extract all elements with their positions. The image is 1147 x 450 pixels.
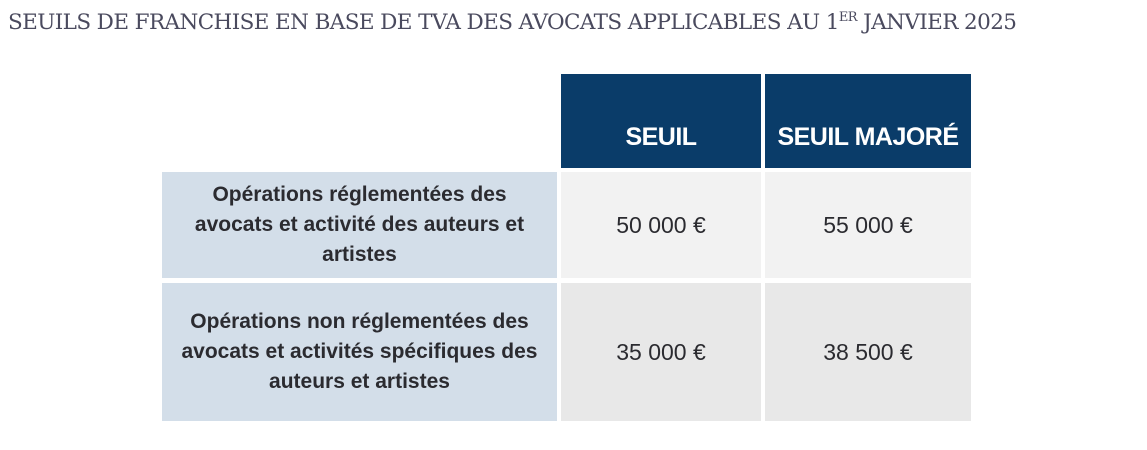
row2-seuil-majore-value: 38 500 € bbox=[765, 283, 971, 421]
row1-seuil-value: 50 000 € bbox=[561, 172, 761, 278]
header-seuil: SEUIL bbox=[561, 74, 761, 168]
title-suffix: JANVIER 2025 bbox=[856, 10, 1017, 35]
header-seuil-majore: SEUIL MAJORÉ bbox=[765, 74, 971, 168]
row-label-non-reglementees: Opérations non réglementées des avocats et activités spécifiques des auteurs et artistes bbox=[162, 283, 557, 421]
title-main: SEUILS DE FRANCHISE EN BASE DE TVA DES AVOCATS APPLICABLES AU 1 bbox=[8, 10, 839, 35]
row2-seuil-value: 35 000 € bbox=[561, 283, 761, 421]
page-title bbox=[8, 8, 1016, 38]
row1-seuil-majore-value: 55 000 € bbox=[765, 172, 971, 278]
title-superscript: ER bbox=[838, 10, 857, 25]
row-label-reglementees: Opérations réglementées des avocats et activité des auteurs et artistes bbox=[162, 172, 557, 278]
